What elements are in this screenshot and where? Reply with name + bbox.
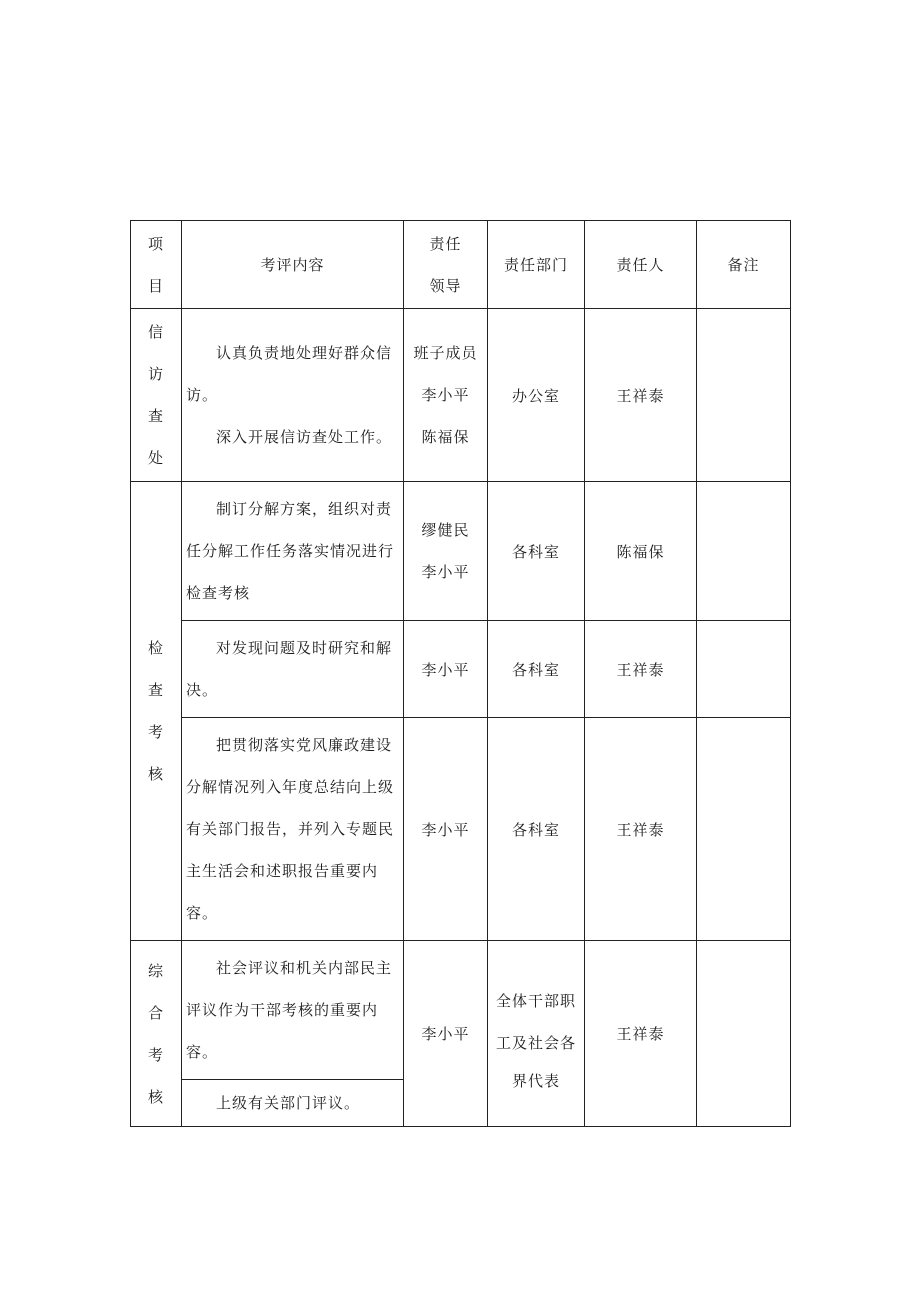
item-char: 考 bbox=[147, 1045, 164, 1064]
section-zonghe-item bbox=[131, 941, 182, 1127]
table-row bbox=[131, 482, 791, 621]
header-person: 责任人 bbox=[585, 221, 697, 309]
leader-name: 李小平 bbox=[421, 563, 470, 581]
item-char: 核 bbox=[147, 1087, 164, 1106]
header-leader-line-2: 领导 bbox=[429, 276, 462, 295]
content-paragraph: 制订分解方案，组织对责任分解工作任务落实情况进行检查考核 bbox=[186, 500, 395, 602]
header-item-line-2: 目 bbox=[147, 276, 164, 295]
section-jiancha-item bbox=[131, 482, 182, 941]
item-char: 处 bbox=[147, 449, 164, 467]
content-paragraph: 深入开展信访查处工作。 bbox=[216, 428, 393, 446]
header-item bbox=[131, 221, 182, 309]
section-xinfang-dept: 办公室 bbox=[488, 309, 585, 482]
section-jiancha-content-3 bbox=[182, 718, 404, 941]
section-jiancha-leader-3: 李小平 bbox=[404, 718, 488, 941]
header-leader bbox=[404, 221, 488, 309]
section-jiancha-person-2: 王祥泰 bbox=[585, 621, 697, 718]
content-paragraph: 上级有关部门评议。 bbox=[216, 1094, 361, 1112]
header-item-line-1: 项 bbox=[147, 234, 164, 253]
dept-line: 工及社会各 bbox=[495, 1033, 576, 1052]
table-row bbox=[131, 941, 791, 1080]
item-char: 合 bbox=[147, 1003, 164, 1022]
section-jiancha-remark-3 bbox=[697, 718, 791, 941]
section-xinfang-leader bbox=[404, 309, 488, 482]
section-jiancha-leader-1 bbox=[404, 482, 488, 621]
header-leader-line-1: 责任 bbox=[429, 234, 462, 253]
section-zonghe-remark bbox=[697, 941, 791, 1127]
section-jiancha-dept-2: 各科室 bbox=[488, 621, 585, 718]
content-paragraph: 把贯彻落实党风廉政建设分解情况列入年度总结向上级有关部门报告，并列入专题民主生活会和述职报告重要内容。 bbox=[186, 736, 395, 922]
dept-line: 全体干部职 bbox=[495, 991, 576, 1010]
section-xinfang-remark bbox=[697, 309, 791, 482]
section-jiancha-dept-1: 各科室 bbox=[488, 482, 585, 621]
item-char: 查 bbox=[147, 681, 164, 699]
item-char: 核 bbox=[147, 765, 164, 783]
section-xinfang-person: 王祥泰 bbox=[585, 309, 697, 482]
content-paragraph: 社会评议和机关内部民主评议作为干部考核的重要内容。 bbox=[186, 959, 393, 1061]
section-xinfang-content bbox=[182, 309, 404, 482]
item-char: 综 bbox=[147, 961, 164, 980]
section-zonghe-content-1 bbox=[182, 941, 404, 1080]
section-jiancha-content-2 bbox=[182, 621, 404, 718]
item-char: 访 bbox=[147, 365, 164, 383]
header-remark: 备注 bbox=[697, 221, 791, 309]
dept-line: 界代表 bbox=[511, 1071, 560, 1088]
section-jiancha-leader-2: 李小平 bbox=[404, 621, 488, 718]
header-dept: 责任部门 bbox=[488, 221, 585, 309]
section-zonghe-person: 王祥泰 bbox=[585, 941, 697, 1127]
table-row bbox=[131, 309, 791, 482]
item-char: 信 bbox=[147, 323, 164, 341]
item-char: 查 bbox=[147, 407, 164, 425]
section-zonghe-dept bbox=[488, 941, 585, 1127]
section-jiancha-person-3: 王祥泰 bbox=[585, 718, 697, 941]
section-jiancha-dept-3: 各科室 bbox=[488, 718, 585, 941]
section-zonghe-content-2 bbox=[182, 1080, 404, 1127]
leader-name: 陈福保 bbox=[421, 428, 470, 446]
leader-name: 班子成员 bbox=[413, 344, 478, 362]
table-row bbox=[131, 718, 791, 941]
section-jiancha-content-1 bbox=[182, 482, 404, 621]
item-char: 检 bbox=[147, 639, 164, 657]
section-xinfang-item bbox=[131, 309, 182, 482]
section-jiancha-remark-1 bbox=[697, 482, 791, 621]
content-paragraph: 对发现问题及时研究和解决。 bbox=[186, 639, 393, 699]
section-jiancha-person-1: 陈福保 bbox=[585, 482, 697, 621]
item-char: 考 bbox=[147, 723, 164, 741]
leader-name: 缪健民 bbox=[421, 521, 470, 539]
content-paragraph: 认真负责地处理好群众信访。 bbox=[186, 344, 393, 404]
leader-name: 李小平 bbox=[421, 386, 470, 404]
section-jiancha-remark-2 bbox=[697, 621, 791, 718]
responsibility-table bbox=[130, 220, 791, 1127]
section-zonghe-leader: 李小平 bbox=[404, 941, 488, 1127]
header-row bbox=[131, 221, 791, 309]
header-content: 考评内容 bbox=[182, 221, 404, 309]
table-row bbox=[131, 621, 791, 718]
